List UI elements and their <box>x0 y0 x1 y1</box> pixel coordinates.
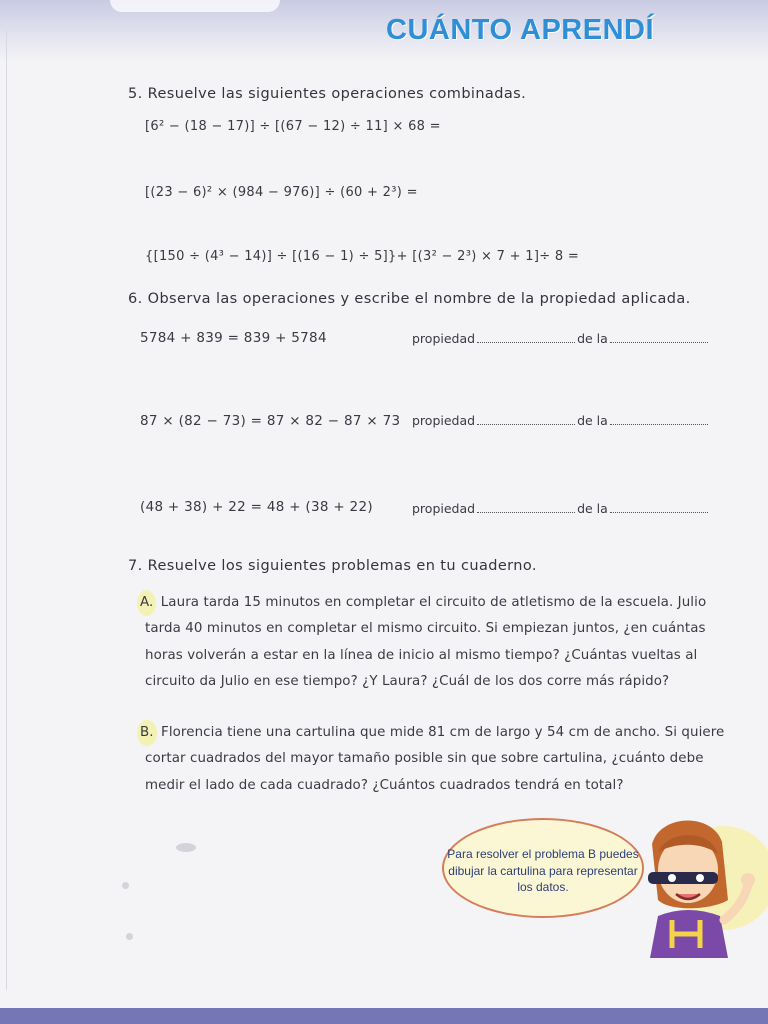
blank-property-name[interactable] <box>477 341 575 343</box>
q6-equation-2: 87 × (82 − 73) = 87 × 82 − 87 × 73 <box>140 413 401 429</box>
problem-b-text: Florencia tiene una cartulina que mide 81 cm de largo y 54 cm de ancho. Si quiere cortar cuadrados del mayor tamaño posible sin que sobre cartulina, ¿cuánto debe medir el lado de cada cuadrado? ¿Cuántos cuadrados tendrá en total? <box>145 725 725 793</box>
paper-smudge <box>122 882 129 889</box>
q5-expression-3: {[150 ÷ (4³ − 14)] ÷ [(16 − 1) ÷ 5]}+ [(3² − 2³) × 7 + 1]÷ 8 = <box>145 249 580 264</box>
blank-property-name[interactable] <box>477 423 575 425</box>
q5-expression-1: [6² − (18 − 17)] ÷ [(67 − 12) ÷ 11] × 68 = <box>145 119 441 134</box>
problem-a-text: Laura tarda 15 minutos en completar el circuito de atletismo de la escuela. Julio tarda 40 minutos en completar el mismo circuito. Si empiezan juntos, ¿en cuántas horas volverán a estar en la línea de inicio al mismo tiempo? ¿Cuántas vueltas al circuito da Julio en ese tiempo? ¿Y Laura? ¿Cuál de los dos corre más rápido? <box>145 595 707 689</box>
tip-text: Para resolver el problema B puedes dibujar la cartulina para representar los datos. <box>447 847 639 894</box>
de-la-label: de la <box>577 331 608 346</box>
question-5-heading: 5. Resuelve las siguientes operaciones combinadas. <box>128 86 527 102</box>
paper-smudge <box>176 843 196 852</box>
propiedad-label: propiedad <box>412 413 476 428</box>
blank-operation-name[interactable] <box>610 511 708 513</box>
question-7-heading: 7. Resuelve los siguientes problemas en tu cuaderno. <box>128 558 537 574</box>
problem-b <box>140 720 735 799</box>
blank-property-name[interactable] <box>477 511 575 513</box>
bottom-border-band <box>0 1008 768 1024</box>
q6-equation-3: (48 + 38) + 22 = 48 + (38 + 22) <box>140 499 373 515</box>
propiedad-label: propiedad <box>412 331 476 346</box>
q6-answer-line-1[interactable] <box>412 331 710 346</box>
page-title: CUÁNTO APRENDÍ <box>386 14 655 46</box>
q6-answer-line-2[interactable] <box>412 413 710 428</box>
question-6-heading: 6. Observa las operaciones y escribe el nombre de la propiedad aplicada. <box>128 291 691 307</box>
paper-smudge <box>126 933 133 940</box>
girl-mascot-illustration <box>612 808 768 958</box>
blank-operation-name[interactable] <box>610 341 708 343</box>
q6-equation-1: 5784 + 839 = 839 + 5784 <box>140 330 327 346</box>
de-la-label: de la <box>577 501 608 516</box>
q6-answer-line-3[interactable] <box>412 501 710 516</box>
problem-a <box>140 590 735 695</box>
blank-operation-name[interactable] <box>610 423 708 425</box>
q5-expression-2: [(23 − 6)² × (984 − 976)] ÷ (60 + 2³) = <box>145 185 418 200</box>
de-la-label: de la <box>577 413 608 428</box>
problem-a-label: A. <box>137 590 156 616</box>
problem-b-label: B. <box>137 720 157 746</box>
propiedad-label: propiedad <box>412 501 476 516</box>
